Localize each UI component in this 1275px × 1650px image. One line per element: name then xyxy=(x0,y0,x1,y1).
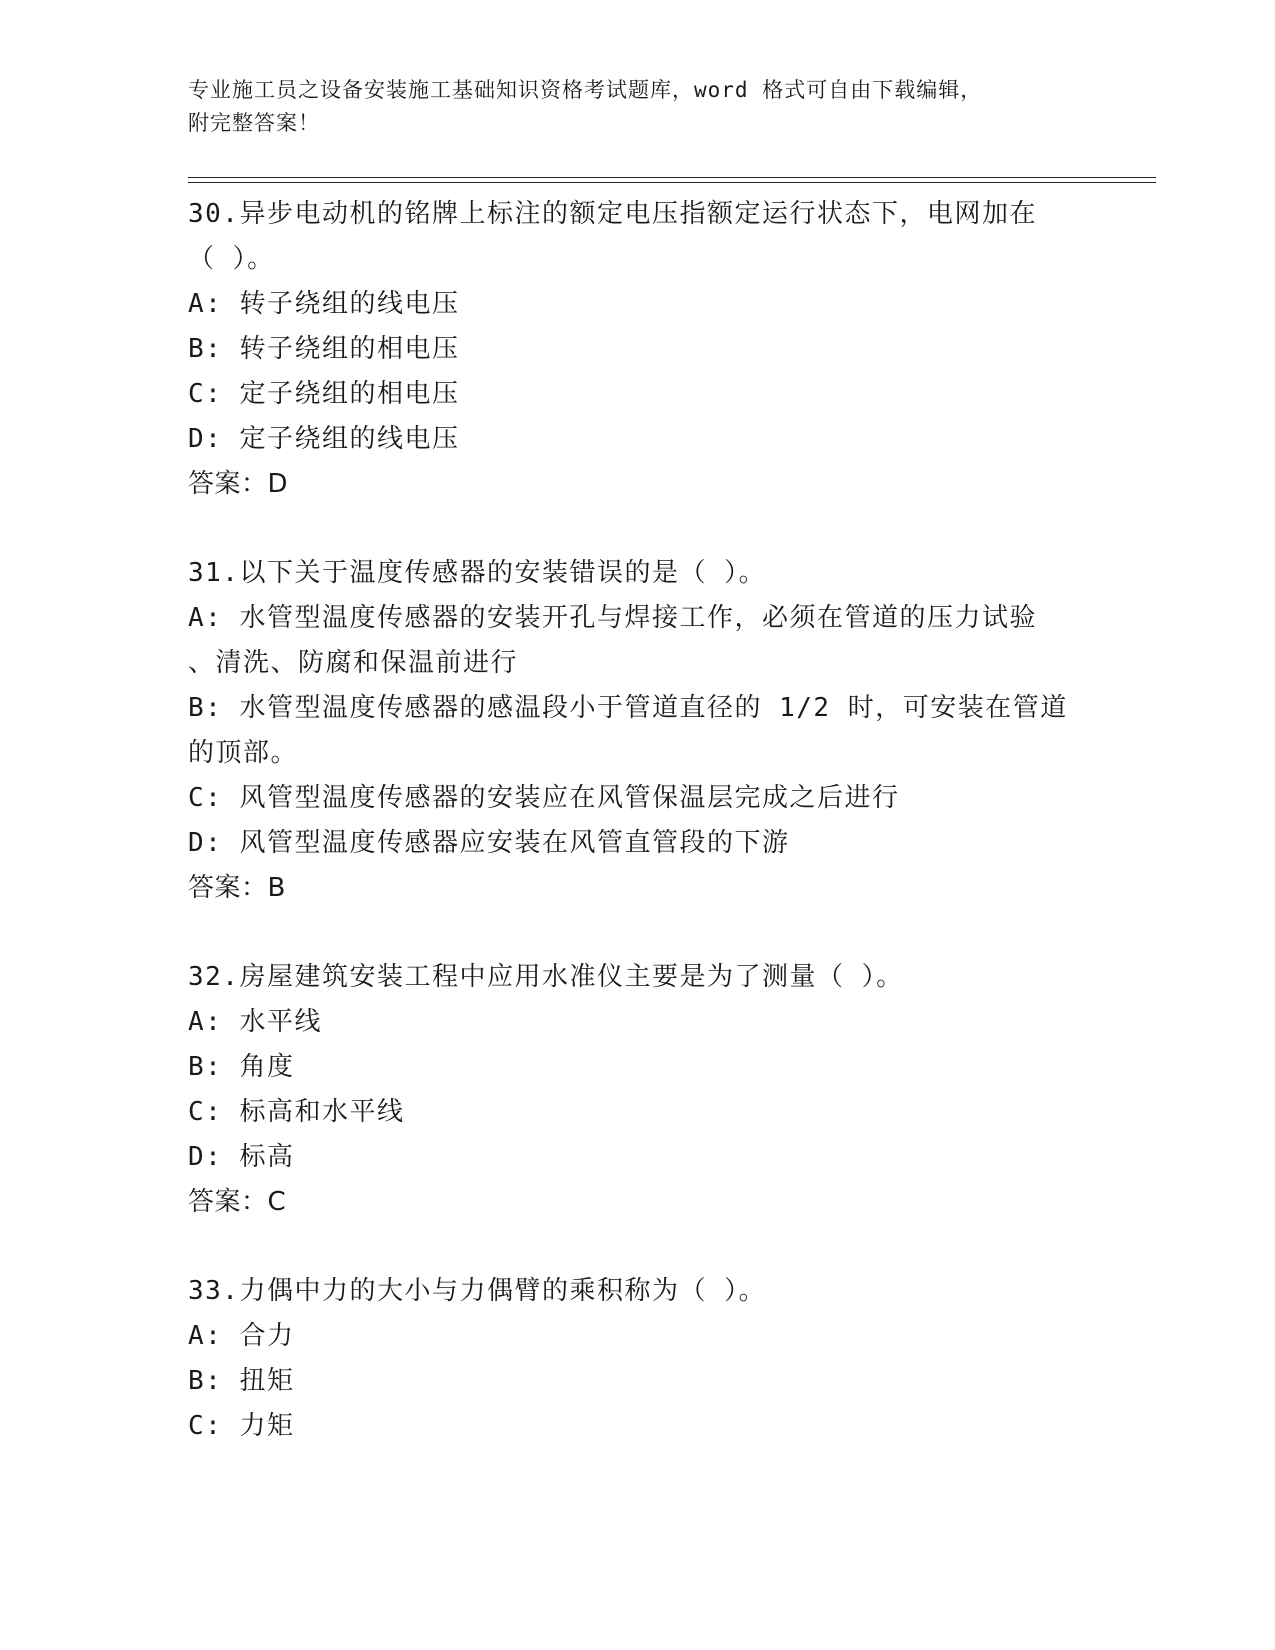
option-a-continued: 、清洗、防腐和保温前进行 xyxy=(188,648,519,678)
option-a: A: 水管型温度传感器的安装开孔与焊接工作，必须在管道的压力试验 xyxy=(188,603,1037,633)
option-c: C: 风管型温度传感器的安装应在风管保温层完成之后进行 xyxy=(188,783,900,813)
option-a: A: 水平线 xyxy=(188,1007,322,1037)
question-31 xyxy=(188,551,1088,911)
question-stem: 30.异步电动机的铭牌上标注的额定电压指额定运行状态下，电网加在 xyxy=(188,199,1037,229)
option-d: D: 标高 xyxy=(188,1142,295,1172)
question-stem: 32.房屋建筑安装工程中应用水准仪主要是为了测量（ ）。 xyxy=(188,962,904,992)
question-stem: 33.力偶中力的大小与力偶臂的乘积称为（ ）。 xyxy=(188,1276,767,1306)
option-b: B: 水管型温度传感器的感温段小于管道直径的 1/2 时，可安装在管道 xyxy=(188,693,1068,723)
option-d: D: 定子绕组的线电压 xyxy=(188,424,460,454)
question-stem: 31.以下关于温度传感器的安装错误的是（ ）。 xyxy=(188,558,767,588)
answer-line: 答案：D xyxy=(188,469,289,499)
option-a: A: 转子绕组的线电压 xyxy=(188,289,460,319)
question-32 xyxy=(188,955,1088,1225)
question-30 xyxy=(188,192,1088,507)
option-b: B: 扭矩 xyxy=(188,1366,295,1396)
option-c: C: 定子绕组的相电压 xyxy=(188,379,460,409)
header-line-2: 附完整答案！ xyxy=(188,111,320,135)
question-33 xyxy=(188,1269,1088,1449)
option-b-continued: 的顶部。 xyxy=(188,738,299,768)
answer-line: 答案：B xyxy=(188,873,286,903)
option-b: B: 转子绕组的相电压 xyxy=(188,334,460,364)
header-divider-bottom xyxy=(188,182,1156,183)
option-c: C: 标高和水平线 xyxy=(188,1097,405,1127)
option-a: A: 合力 xyxy=(188,1321,295,1351)
question-stem: （ ）。 xyxy=(188,244,275,274)
answer-line: 答案：C xyxy=(188,1187,287,1217)
document-header xyxy=(188,74,1088,140)
option-c: C: 力矩 xyxy=(188,1411,295,1441)
option-b: B: 角度 xyxy=(188,1052,295,1082)
option-d: D: 风管型温度传感器应安装在风管直管段的下游 xyxy=(188,828,790,858)
header-divider-top xyxy=(188,177,1156,178)
header-line-1: 专业施工员之设备安装施工基础知识资格考试题库，word 格式可自由下载编辑， xyxy=(188,78,983,102)
question-list xyxy=(188,192,1088,1493)
